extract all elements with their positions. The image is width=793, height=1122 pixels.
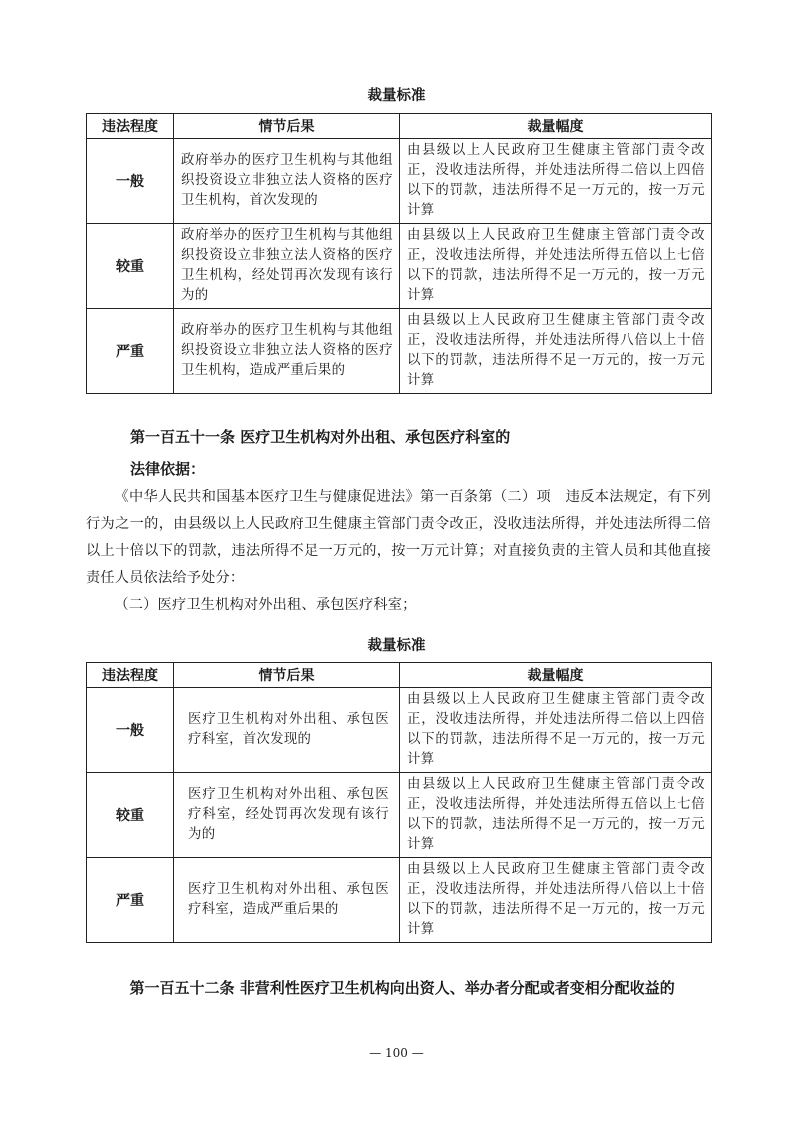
table-row — [87, 309, 712, 394]
penalty-cell: 由县级以上人民政府卫生健康主管部门责令改正，没收违法所得，并处违法所得二倍以上四倍以下的罚款，违法所得不足一万元的，按一万元计算 — [400, 688, 712, 773]
table-row — [87, 139, 712, 224]
table-row — [87, 773, 712, 858]
header-penalty: 裁量幅度 — [400, 114, 712, 139]
desc-cell: 医疗卫生机构对外出租、承包医疗科室，首次发现的 — [174, 688, 400, 773]
penalty-cell: 由县级以上人民政府卫生健康主管部门责令改正，没收违法所得，并处违法所得五倍以上七倍以下的罚款，违法所得不足一万元的，按一万元计算 — [400, 224, 712, 309]
level-cell: 较重 — [87, 224, 174, 309]
level-cell: 严重 — [87, 309, 174, 394]
table-header-row — [87, 114, 712, 139]
level-cell: 较重 — [87, 773, 174, 858]
desc-cell: 政府举办的医疗卫生机构与其他组织投资设立非独立法人资格的医疗卫生机构，造成严重后果的 — [174, 309, 400, 394]
penalty-cell: 由县级以上人民政府卫生健康主管部门责令改正，没收违法所得，并处违法所得八倍以上十倍以下的罚款，违法所得不足一万元的，按一万元计算 — [400, 309, 712, 394]
header-penalty: 裁量幅度 — [400, 663, 712, 688]
header-desc: 情节后果 — [174, 114, 400, 139]
desc-cell: 政府举办的医疗卫生机构与其他组织投资设立非独立法人资格的医疗卫生机构，首次发现的 — [174, 139, 400, 224]
article151-basis-label: 法律依据： — [130, 460, 206, 478]
desc-cell: 医疗卫生机构对外出租、承包医疗科室，经处罚再次发现有该行为的 — [174, 773, 400, 858]
level-cell: 一般 — [87, 688, 174, 773]
level-cell: 一般 — [87, 139, 174, 224]
article151-item-text: （二）医疗卫生机构对外出租、承包医疗科室； — [114, 597, 417, 613]
desc-cell: 医疗卫生机构对外出租、承包医疗科室，造成严重后果的 — [174, 858, 400, 943]
article151-title: 第一百五十一条 医疗卫生机构对外出租、承包医疗科室的 — [130, 428, 511, 446]
penalty-cell: 由县级以上人民政府卫生健康主管部门责令改正，没收违法所得，并处违法所得八倍以上十倍以下的罚款，违法所得不足一万元的，按一万元计算 — [400, 858, 712, 943]
header-level: 违法程度 — [87, 114, 174, 139]
article152-title: 第一百五十二条 非营利性医疗卫生机构向出资人、举办者分配或者变相分配收益的 — [129, 979, 675, 997]
table-header-row — [87, 663, 712, 688]
header-desc: 情节后果 — [174, 663, 400, 688]
penalty-cell: 由县级以上人民政府卫生健康主管部门责令改正，没收违法所得，并处违法所得五倍以上七倍以下的罚款，违法所得不足一万元的，按一万元计算 — [400, 773, 712, 858]
article151-basis-text: 《中华人民共和国基本医疗卫生与健康促进法》第一百条第（二）项 违反本法规定，有下列行为之一的，由县级以上人民政府卫生健康主管部门责令改正，没收违法所得，并处违法所得二倍以上十倍以下的罚款，违法所得不足一万元的，按一万元计算；对直接负责的主管人员和其他直接责任人员依法给予处分： — [86, 489, 711, 586]
table-row — [87, 688, 712, 773]
header-level: 违法程度 — [87, 663, 174, 688]
page-number: — 100 — — [369, 1046, 424, 1060]
table2-caption: 裁量标准 — [367, 638, 426, 654]
table2 — [86, 662, 712, 943]
penalty-cell: 由县级以上人民政府卫生健康主管部门责令改正，没收违法所得，并处违法所得二倍以上四倍以下的罚款，违法所得不足一万元的，按一万元计算 — [400, 139, 712, 224]
table-row — [87, 858, 712, 943]
level-cell: 严重 — [87, 858, 174, 943]
table1 — [86, 113, 712, 394]
desc-cell: 政府举办的医疗卫生机构与其他组织投资设立非独立法人资格的医疗卫生机构，经处罚再次发现有该行为的 — [174, 224, 400, 309]
table-row — [87, 224, 712, 309]
table1-caption: 裁量标准 — [367, 88, 426, 104]
